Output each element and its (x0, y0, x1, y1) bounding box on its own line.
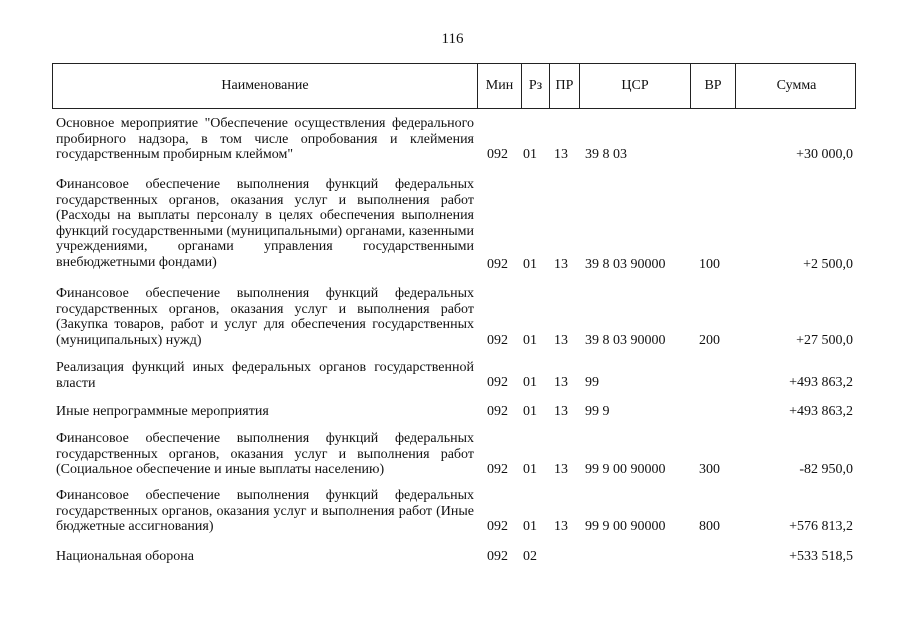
row-sum: +493 863,2 (789, 404, 853, 419)
row-min: 092 (487, 147, 508, 162)
row-pr: 13 (554, 404, 568, 419)
row-name: Иные непрограммные мероприятия (56, 404, 269, 419)
row-min: 092 (487, 549, 508, 564)
page-number: 116 (441, 31, 464, 47)
row-vr: 300 (699, 462, 720, 477)
row-name: Основное мероприятие "Обеспечение осуществления федерального пробирного надзора, в том числе опробования и клеймения государственным пробирным клеймом" (56, 116, 474, 163)
header-name: Наименование (221, 78, 309, 93)
row-rz: 02 (523, 549, 537, 564)
row-name: Финансовое обеспечение выполнения функций федеральных государственных органов, оказания услуг и выполнения работ (Закупка товаров, работ и услуг для обеспечения государственных (муниципальных) нужд) (56, 286, 474, 348)
row-rz: 01 (523, 462, 537, 477)
header-min: Мин (477, 64, 521, 108)
row-min: 092 (487, 462, 508, 477)
row-min: 092 (487, 404, 508, 419)
row-sum: +533 518,5 (789, 549, 853, 564)
header-vr: ВР (690, 64, 735, 108)
row-csr: 39 8 03 90000 (585, 333, 666, 348)
row-pr: 13 (554, 519, 568, 534)
header-pr: ПР (549, 64, 579, 108)
row-csr: 99 9 00 90000 (585, 462, 666, 477)
row-rz: 01 (523, 147, 537, 162)
row-sum: +30 000,0 (796, 147, 853, 162)
row-min: 092 (487, 257, 508, 272)
row-name: Реализация функций иных федеральных органов государственной власти (56, 360, 474, 391)
row-rz: 01 (523, 519, 537, 534)
row-sum: +2 500,0 (803, 257, 853, 272)
row-vr: 100 (699, 257, 720, 272)
row-sum: +493 863,2 (789, 375, 853, 390)
row-csr: 99 (585, 375, 599, 390)
header-sum: Сумма (735, 64, 857, 108)
row-pr: 13 (554, 147, 568, 162)
row-csr: 99 9 00 90000 (585, 519, 666, 534)
row-pr: 13 (554, 375, 568, 390)
row-csr: 99 9 (585, 404, 610, 419)
row-csr: 39 8 03 90000 (585, 257, 666, 272)
row-min: 092 (487, 333, 508, 348)
row-sum: -82 950,0 (799, 462, 853, 477)
row-min: 092 (487, 375, 508, 390)
header-rz: Рз (521, 64, 549, 108)
row-min: 092 (487, 519, 508, 534)
row-sum: +576 813,2 (789, 519, 853, 534)
row-rz: 01 (523, 257, 537, 272)
row-sum: +27 500,0 (796, 333, 853, 348)
row-pr: 13 (554, 333, 568, 348)
row-pr: 13 (554, 462, 568, 477)
row-pr: 13 (554, 257, 568, 272)
row-csr: 39 8 03 (585, 147, 627, 162)
row-name: Финансовое обеспечение выполнения функций федеральных государственных органов, оказания услуг и выполнения работ (Социальное обеспечение и иные выплаты населению) (56, 431, 474, 478)
row-name: Финансовое обеспечение выполнения функций федеральных государственных органов, оказания услуг и выполнения работ (Расходы на выплаты персоналу в целях обеспечения выполнения функций государственными (муниципальными) органами, казенными учреждениями, органами управления государственными внебюджетными фондами) (56, 177, 474, 270)
row-vr: 800 (699, 519, 720, 534)
row-rz: 01 (523, 375, 537, 390)
table-header (52, 63, 856, 109)
header-csr: ЦСР (579, 64, 690, 108)
row-name: Финансовое обеспечение выполнения функций федеральных государственных органов, оказания услуг и выполнения работ (Иные бюджетные ассигнования) (56, 488, 474, 535)
row-rz: 01 (523, 333, 537, 348)
row-rz: 01 (523, 404, 537, 419)
row-vr: 200 (699, 333, 720, 348)
row-name: Национальная оборона (56, 549, 194, 564)
